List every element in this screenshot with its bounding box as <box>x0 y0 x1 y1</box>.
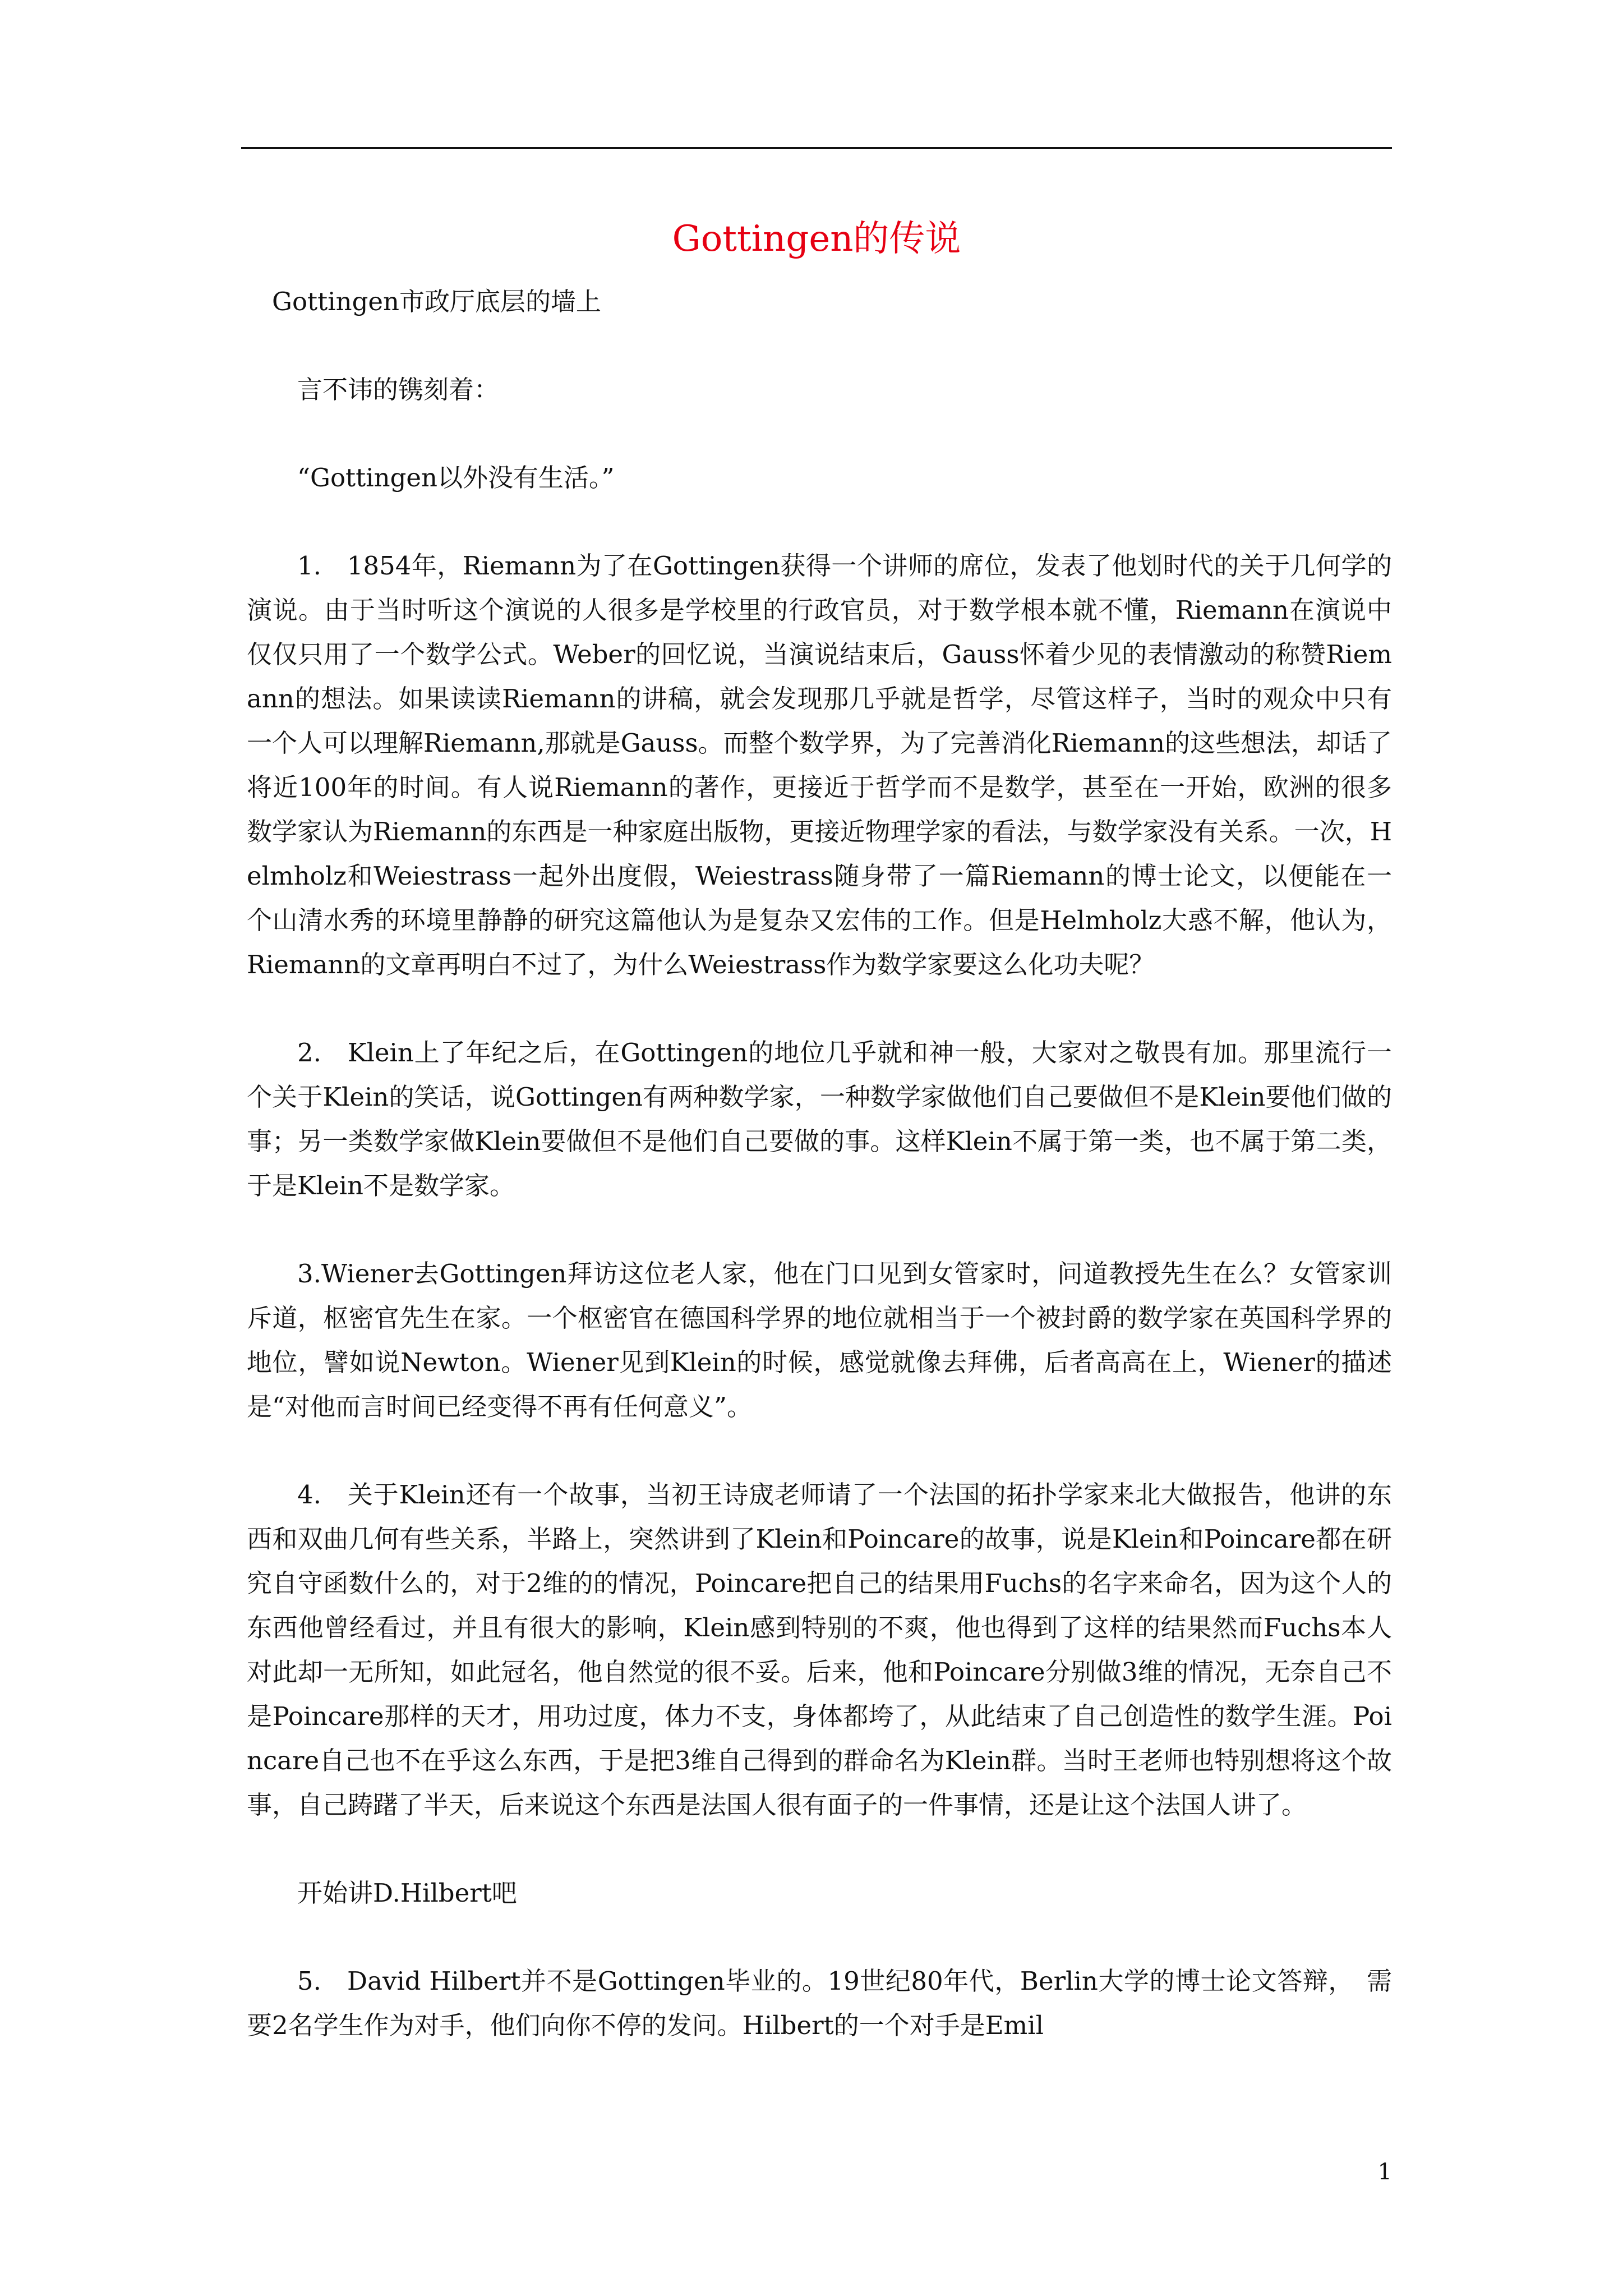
paragraph-inscription-quote: “Gottingen以外没有生活。” <box>297 463 615 493</box>
paragraph-story-1: 1. 1854年，Riemann为了在Gottingen获得一个讲师的席位，发表了他划时代的关于几何学的演说。由于当时听这个演说的人很多是学校里的行政官员，对于数学根本就不懂，Riemann在演说中仅仅只用了一个数学公式。Weber的回忆说，当演说结束后，Gauss怀着少见的表情激动的称赞Riemann的想法。如果读读Riemann的讲稿，就会发现那几乎就是哲学，尽管这样子，当时的观众中只有一个人可以理解Riemann,那就是Gauss。而整个数学界，为了完善消化Riemann的这些想法，却话了将近100年的时间。有人说Riemann的著作，更接近于哲学而不是数学，甚至在一开始，欧洲的很多数学家认为Riemann的东西是一种家庭出版物，更接近物理学家的看法，与数学家没有关系。一次，Helmholz和Weiestrass一起外出度假，Weiestrass随身带了一篇Riemann的博士论文，以便能在一个山清水秀的环境里静静的研究这篇他认为是复杂又宏伟的工作。但是Helmholz大惑不解，他认为，Riemann的文章再明白不过了，为什么Weiestrass作为数学家要这么化功夫呢？ <box>247 551 1392 979</box>
document-title: Gottingen的传说 <box>672 218 961 260</box>
header-rule <box>241 147 1392 149</box>
page-number: 1 <box>1377 2159 1392 2185</box>
paragraph-hilbert-intro: 开始讲D.Hilbert吧 <box>297 1878 517 1908</box>
paragraph-story-3: 3.Wiener去Gottingen拜访这位老人家，他在门口见到女管家时，问道教授先生在么？女管家训斥道，枢密官先生在家。一个枢密官在德国科学界的地位就相当于一个被封爵的数学家在英国科学界的地位，譬如说Newton。Wiener见到Klein的时候，感觉就像去拜佛，后者高高在上，Wiener的描述是“对他而言时间已经变得不再有任何意义”。 <box>247 1259 1392 1421</box>
paragraph-story-2: 2. Klein上了年纪之后，在Gottingen的地位几乎就和神一般，大家对之敬畏有加。那里流行一个关于Klein的笑话，说Gottingen有两种数学家，一种数学家做他们自己要做但不是Klein要他们做的事；另一类数学家做Klein要做但不是他们自己要做的事。这样Klein不属于第一类，也不属于第二类，于是Klein不是数学家。 <box>247 1038 1392 1200</box>
paragraph-story-4: 4. 关于Klein还有一个故事，当初王诗宬老师请了一个法国的拓扑学家来北大做报告，他讲的东西和双曲几何有些关系，半路上，突然讲到了Klein和Poincare的故事，说是Klein和Poincare都在研究自守函数什么的，对于2维的的情况，Poincare把自己的结果用Fuchs的名字来命名，因为这个人的东西他曾经看过，并且有很大的影响，Klein感到特别的不爽，他也得到了这样的结果然而Fuchs本人对此却一无所知，如此冠名，他自然觉的很不妥。后来，他和Poincare分别做3维的情况，无奈自己不是Poincare那样的天才，用功过度，体力不支，身体都垮了，从此结束了自己创造性的数学生涯。Poincare自己也不在乎这么东西，于是把3维自己得到的群命名为Klein群。当时王老师也特别想将这个故事，自己踌躇了半天，后来说这个东西是法国人很有面子的一件事情，还是让这个法国人讲了。 <box>247 1480 1392 1820</box>
document-body <box>247 279 1392 2047</box>
paragraph-inscription-intro: 言不讳的镌刻着： <box>297 375 500 404</box>
paragraph-intro: Gottingen市政厅底层的墙上 <box>272 287 602 316</box>
paragraph-story-5: 5. David Hilbert并不是Gottingen毕业的。19世纪80年代，Berlin大学的博士论文答辩， 需要2名学生作为对手，他们向你不停的发问。Hilbert的一个对手是Emil <box>247 1966 1392 2040</box>
